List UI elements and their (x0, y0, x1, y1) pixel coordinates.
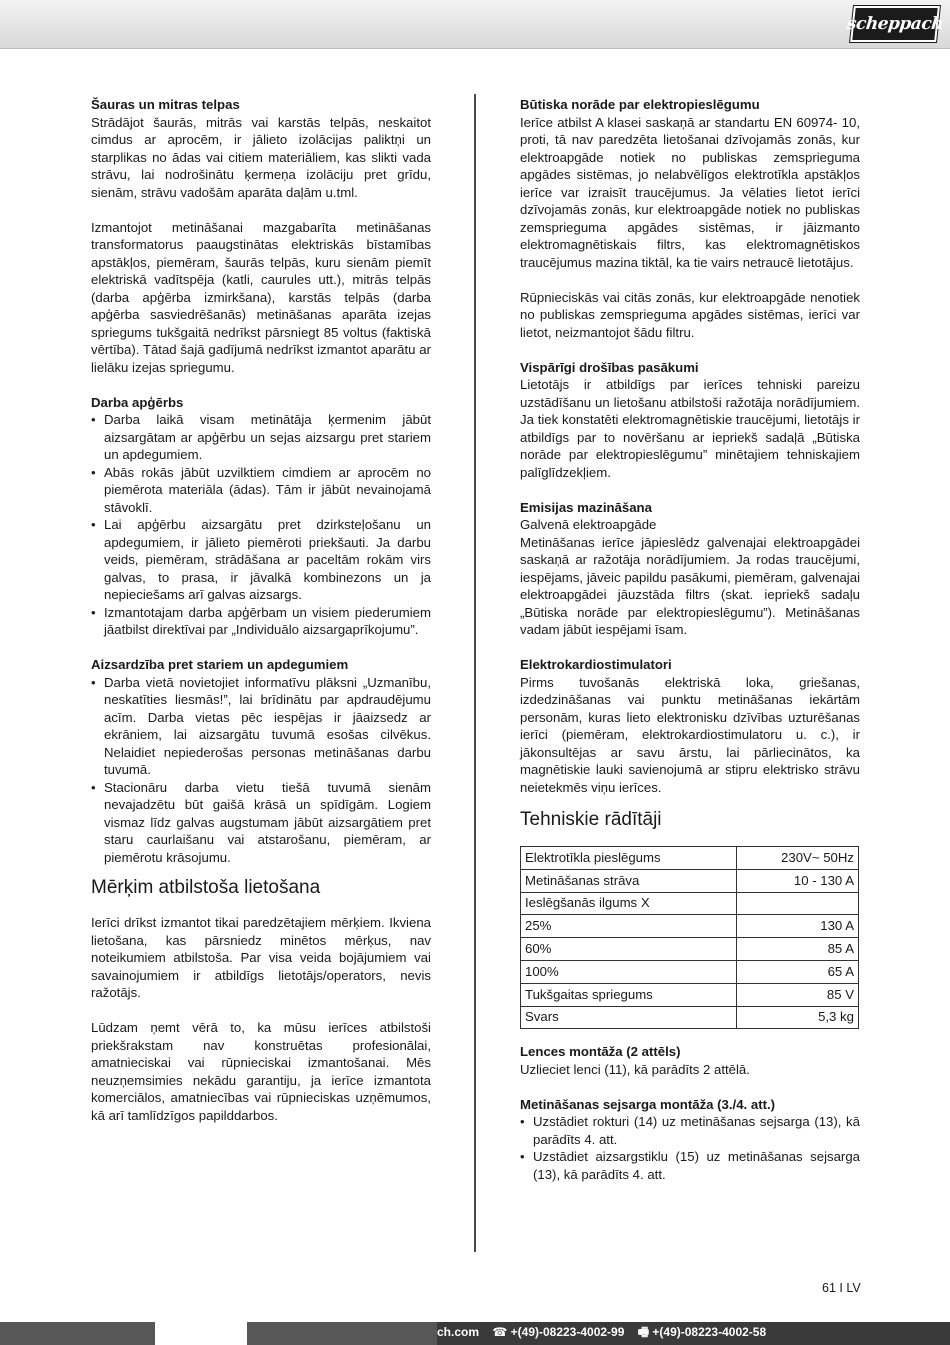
spec-value (736, 892, 858, 915)
table-row (521, 892, 859, 915)
right-column (520, 96, 860, 1183)
spec-label: 60% (521, 938, 737, 961)
list-item: • Darba vietā novietojiet informatīvu plāksni „Uzmanību, neskatīties liesmās!”, lai brīdinātu par apdraudējumu acīm. Darba vietas pēc iespējas ir jāaizsedz ar ekrāniem, lai aizsargātu tuvumā esošas cilvēkus. Nelaidiet nepiederošas personas metināšanas darbu tuvumā. (91, 674, 431, 779)
spec-label: Svars (521, 1006, 737, 1029)
spec-label: 25% (521, 915, 737, 938)
list-item: • Uzstādiet rokturi (14) uz metināšanas sejsarga (13), kā parādīts 4. att. (520, 1113, 860, 1148)
page-number: 61 I LV (822, 1281, 861, 1295)
footer-fax: 🖷 +(49)-08223-4002-58 (637, 1325, 767, 1339)
spec-value: 5,3 kg (736, 1006, 858, 1029)
brand-logo: scheppach (850, 6, 940, 42)
section-heading: Mērķim atbilstoša lietošana (91, 877, 321, 898)
list-item: • Abās rokās jābūt uzvilktiem cimdiem ar aprocēm no piemērota materiāla (ādas). Tām ir jābūt nevainojamā stāvoklī. (91, 464, 431, 517)
paragraph: Ierīce atbilst A klasei saskaņā ar standartu EN 60974- 10, proti, tā nav paredzēta lietošanai dzīvojamās zonās, kur elektroapgāde notiek no publiskas zemsprieguma apgādes sistēmas, jo nelabvēlīgos elektrotīkla apstākļos ierīce var izraisīt traucējumus. Ja vēlaties lietot ierīci dzīvojamās zonās, kur elektroapgāde notiek no publiskas zemsprieguma apgādes sistēmas, ir jāizmanto elektromagnētiskais filtrs, kas elektromagnētiskos traucējumus mazina tiktāl, ka tie vairs netraucē lietotājus. (520, 114, 860, 270)
section-title: Šauras un mitras telpas (91, 97, 240, 112)
paragraph: Rūpnieciskās vai citās zonās, kur elektroapgāde nenotiek no publiskas zemsprieguma apgādes sistēmas, ierīci var lietot, neizmantojot šādu filtru. (520, 289, 860, 340)
paragraph: Pirms tuvošanās elektriskā loka, griešanas, izdedzināšanas vai punktu metināšanas iekārtām personām, kuras lieto elektronisku dzīvības uzturēšanas ierīci (piemēram, elektrokardiostimulatoru u. c.), ir jākonsultējas ar savu ārstu, lai pārliecinātos, ka magnētiskie lauki savienojumā ar stipru elektrisko strāvu neietekmēs viņu ierīces. (520, 674, 860, 795)
spec-value: 85 A (736, 938, 858, 961)
spec-value: 65 A (736, 960, 858, 983)
section-heading: Tehniskie rādītāji (520, 809, 662, 830)
paragraph: Metināšanas ierīce jāpieslēdz galvenajai elektroapgādei saskaņā ar ražotāja norādījumiem. Ja rodas traucējumi, iespējams, jāveic papildu pasākumi, piemēram, galvenajai elektroapgādei jāuzstāda filtrs (skat. iepriekš sadaļu „Būtiska norāde par elektropieslēgumu”). Metināšanas vadam jābūt iespējami īsam. (520, 534, 860, 637)
section-title: Elektrokardiostimulatori (520, 657, 672, 672)
left-column (91, 96, 431, 1124)
bullet-list (91, 411, 431, 639)
spec-label: Metināšanas strāva (521, 869, 737, 892)
section-title: Darba apģērbs (91, 394, 184, 410)
spec-label: Ieslēgšanās ilgums X (521, 892, 737, 915)
spec-value: 130 A (736, 915, 858, 938)
table-row (521, 1006, 859, 1029)
bullet-list (91, 674, 431, 867)
footer-web: ch.com (437, 1325, 480, 1339)
footer-phone: ☎ +(49)-08223-4002-99 (492, 1325, 625, 1339)
table-row (521, 869, 859, 892)
paragraph: Izmantojot metināšanai mazgabarīta metināšanas transformatorus paaugstinātas elektriskās bīstamības apstākļos, piemēram, šaurās telpās, kuru sienām piemīt elektriskā vadītspēja (katli, caurules utt.), mitrās telpās (darba apģērba izmirkšana), karstās telpās (darba apģērba sasviedrēšanās) metināšanas aparāta izejas spriegums tukšgaitā nedrīkst pārsniegt 85 voltus (faktiskā vērtība). Tātad šajā gadījumā nedrīkst izmantot aparātu ar lielāku izejas spriegumu. (91, 219, 431, 375)
list-item: • Darba laikā visam metinātāja ķermenim jābūt aizsargātam ar apģērbu un sejas aizsargu pret stariem un apdegumiem. (91, 411, 431, 464)
list-item: • Lai apģērbu aizsargātu pret dzirksteļošanu un apdegumiem, ir jālieto piemēroti priekšauti. Ja darbu veids, piemēram, strādāšana ar paceltām rokām virs galvas, to prasa, ir jāvalkā kombinezons un ja nepieciešams arī galvas aizsargs. (91, 516, 431, 604)
section-title: Emisijas mazināšana (520, 499, 652, 515)
header-bar (0, 0, 950, 49)
spec-value: 85 V (736, 983, 858, 1006)
section-title: Aizsardzība pret stariem un apdegumiem (91, 657, 349, 672)
table-row (521, 960, 859, 983)
spec-label: 100% (521, 960, 737, 983)
list-item: • Stacionāru darba vietu tiešā tuvumā sienām nevajadzētu būt gaišā krāsā un spīdīgām. Logiem vismaz līdz galvas augstumam jābūt aizsargātiem pret staru caurlaišanu vai atstarošanu, piemēram, ar piemērotu krāsojumu. (91, 779, 431, 867)
section-title: Lences montāža (2 attēls) (520, 1044, 681, 1060)
list-item: • Izmantotajam darba apģērbam un visiem piederumiem jāatbilst direktīvai par „Individuālo aizsargaprīkojumu”. (91, 604, 431, 639)
spec-table (520, 846, 859, 1029)
table-row (521, 847, 859, 870)
paragraph: Uzlieciet lenci (11), kā parādīts 2 attēlā. (520, 1061, 750, 1077)
section-title: Būtiska norāde par elektropieslēgumu (520, 97, 760, 112)
paragraph: Lūdzam ņemt vērā to, ka mūsu ierīces atbilstoši priekšrakstam nav konstruētas profesionālai, amatnieciskai vai rūpnieciskai izmantošanai. Mēs neuzņemsimies nekādu garantiju, ja ierīce izmantota komerciālos, amatniecības vai rūpnieciskas uzņēmumos, kā arī tamlīdzīgos papilddarbos. (91, 1020, 431, 1123)
spec-label: Elektrotīkla pieslēgums (521, 847, 737, 870)
spec-label: Tukšgaitas spriegums (521, 983, 737, 1006)
list-item: • Uzstādiet aizsargstiklu (15) uz metināšanas sejsarga (13), kā parādīts 4. att. (520, 1148, 860, 1183)
table-row (521, 938, 859, 961)
spec-value: 230V~ 50Hz (736, 847, 858, 870)
table-row (521, 915, 859, 938)
section-title: Metināšanas sejsarga montāža (3./4. att.) (520, 1096, 776, 1112)
subtitle: Galvenā elektroapgāde (520, 517, 657, 532)
footer-contact (437, 1322, 776, 1345)
paragraph: Lietotājs ir atbildīgs par ierīces tehniski pareizu uzstādīšanu un lietošanu atbilstoši ražotāja norādījumiem. Ja tiek konstatēti elektromagnētiskie traucējumi, lietotājs ir atbildīgs par to novēršanu ar iepriekš sadaļā „Būtiska norāde par elektropieslēgumu” minētajiem tehniskajiem palīglīdzekļiem. (520, 377, 860, 480)
section-title: Vispārīgi drošības pasākumi (520, 359, 699, 375)
table-row (521, 983, 859, 1006)
bullet-list (520, 1113, 860, 1183)
column-divider (474, 94, 476, 1252)
spec-value: 10 - 130 A (736, 869, 858, 892)
paragraph: Ierīci drīkst izmantot tikai paredzētajiem mērķiem. Ikviena lietošana, kas pārsniedz minētos mērķus, nav noteikumiem atbilstoša. Par visa veida bojājumiem vai savainojumiem ir atbildīgs lietotājs/operators, nevis ražotājs. (91, 915, 431, 1000)
paragraph: Strādājot šaurās, mitrās vai karstās telpās, neskaitot cimdus ar aprocēm, ir jālieto izolācijas paliktņi un starplikas no ādas vai citiem materiāliem, kas slikti vada strāvu, lai nodrošinātu ķermeņa izolāciju pret grīdu, sienām, strāvu vadošām aparāta daļām u.tml. (91, 114, 431, 200)
